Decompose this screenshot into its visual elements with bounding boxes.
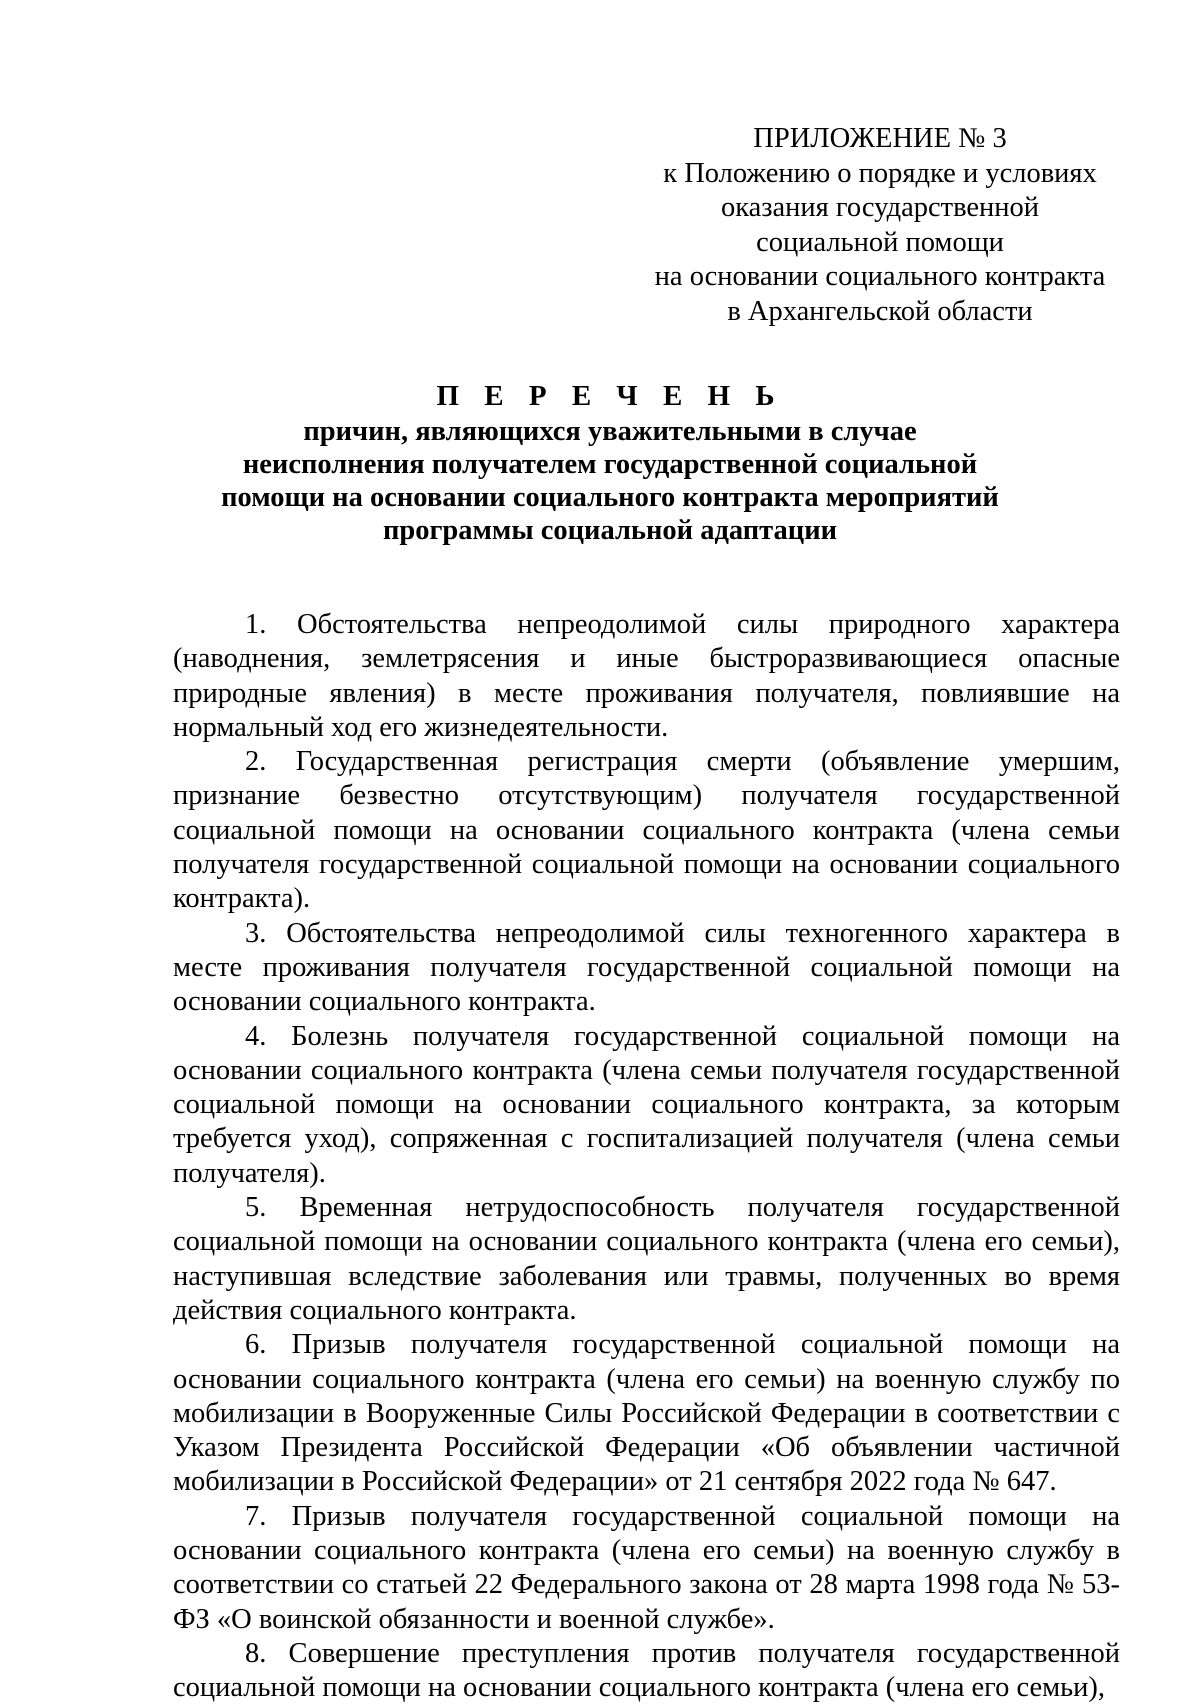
list-item: 1. Обстоятельства непреодолимой силы природного характера (наводнения, землетрясения и иные быстроразвивающиеся опасные природные явления) в месте проживания получателя, повлиявшие на нормальный ход его жизнедеятельности. [173, 609, 1120, 743]
list-item: 2. Государственная регистрация смерти (объявление умершим, признание безвестно отсутствующим) получателя государственной социальной помощи на основании социального контракта (члена семьи получателя государственной социальной помощи на основании социального контракта). [173, 746, 1120, 915]
appendix-number: ПРИЛОЖЕНИЕ № 3 [753, 123, 1007, 154]
list-item: 3. Обстоятельства непреодолимой силы техногенного характера в месте проживания получателя государственной социальной помощи на основании социального контракта. [173, 917, 1120, 1018]
appendix-line: на основании социального контракта [654, 261, 1106, 292]
appendix-header [640, 122, 1120, 329]
document-heading [150, 378, 1070, 547]
list-item: 7. Призыв получателя государственной социальной помощи на основании социального контракта (члена его семьи) на военную службу в соответствии со статьей 22 Федерального закона от 28 марта 1998 года № 53-ФЗ «О воинской обязанности и военной службе». [173, 1500, 1120, 1635]
document-subtitle-line: программы социальной адаптации [382, 515, 838, 546]
list-item: 8. Совершение преступления против получателя государственной социальной помощи на основании социального контракта (члена его семьи), [173, 1637, 1120, 1704]
document-subtitle-line: неисполнения получателем государственной социальной [242, 449, 978, 480]
appendix-line: социальной помощи [756, 226, 1004, 258]
list-item: 6. Призыв получателя государственной социальной помощи на основании социального контракта (члена его семьи) на военную службу по мобилизации в Вооруженные Силы Российской Федерации в соответствии с Указом Президента Российской Федерации «Об объявлении частичной мобилизации в Российской Федерации» от 21 сентября 2022 года № 647. [173, 1329, 1120, 1498]
list-item: 5. Временная нетрудоспособность получателя государственной социальной помощи на основании социального контракта (члена его семьи), наступившая вследствие заболевания или травмы, полученных во время действия социального контракта. [173, 1192, 1120, 1326]
list-item: 4. Болезнь получателя государственной социальной помощи на основании социального контракта (члена семьи получателя государственной социальной помощи на основании социального контракта, за которым требуется уход), сопряженная с госпитализацией получателя (члена семьи получателя). [173, 1020, 1120, 1189]
appendix-line: оказания государственной [720, 192, 1040, 223]
document-subtitle-line: помощи на основании социального контракта мероприятий [221, 482, 999, 513]
appendix-line: к Положению о порядке и условиях [663, 157, 1097, 189]
appendix-line: в Архангельской области [727, 295, 1033, 327]
document-body [173, 608, 1120, 1706]
document-title: П Е Р Е Ч Е Н Ь [436, 380, 784, 412]
document-subtitle-line: причин, являющихся уважительными в случае [303, 416, 917, 447]
